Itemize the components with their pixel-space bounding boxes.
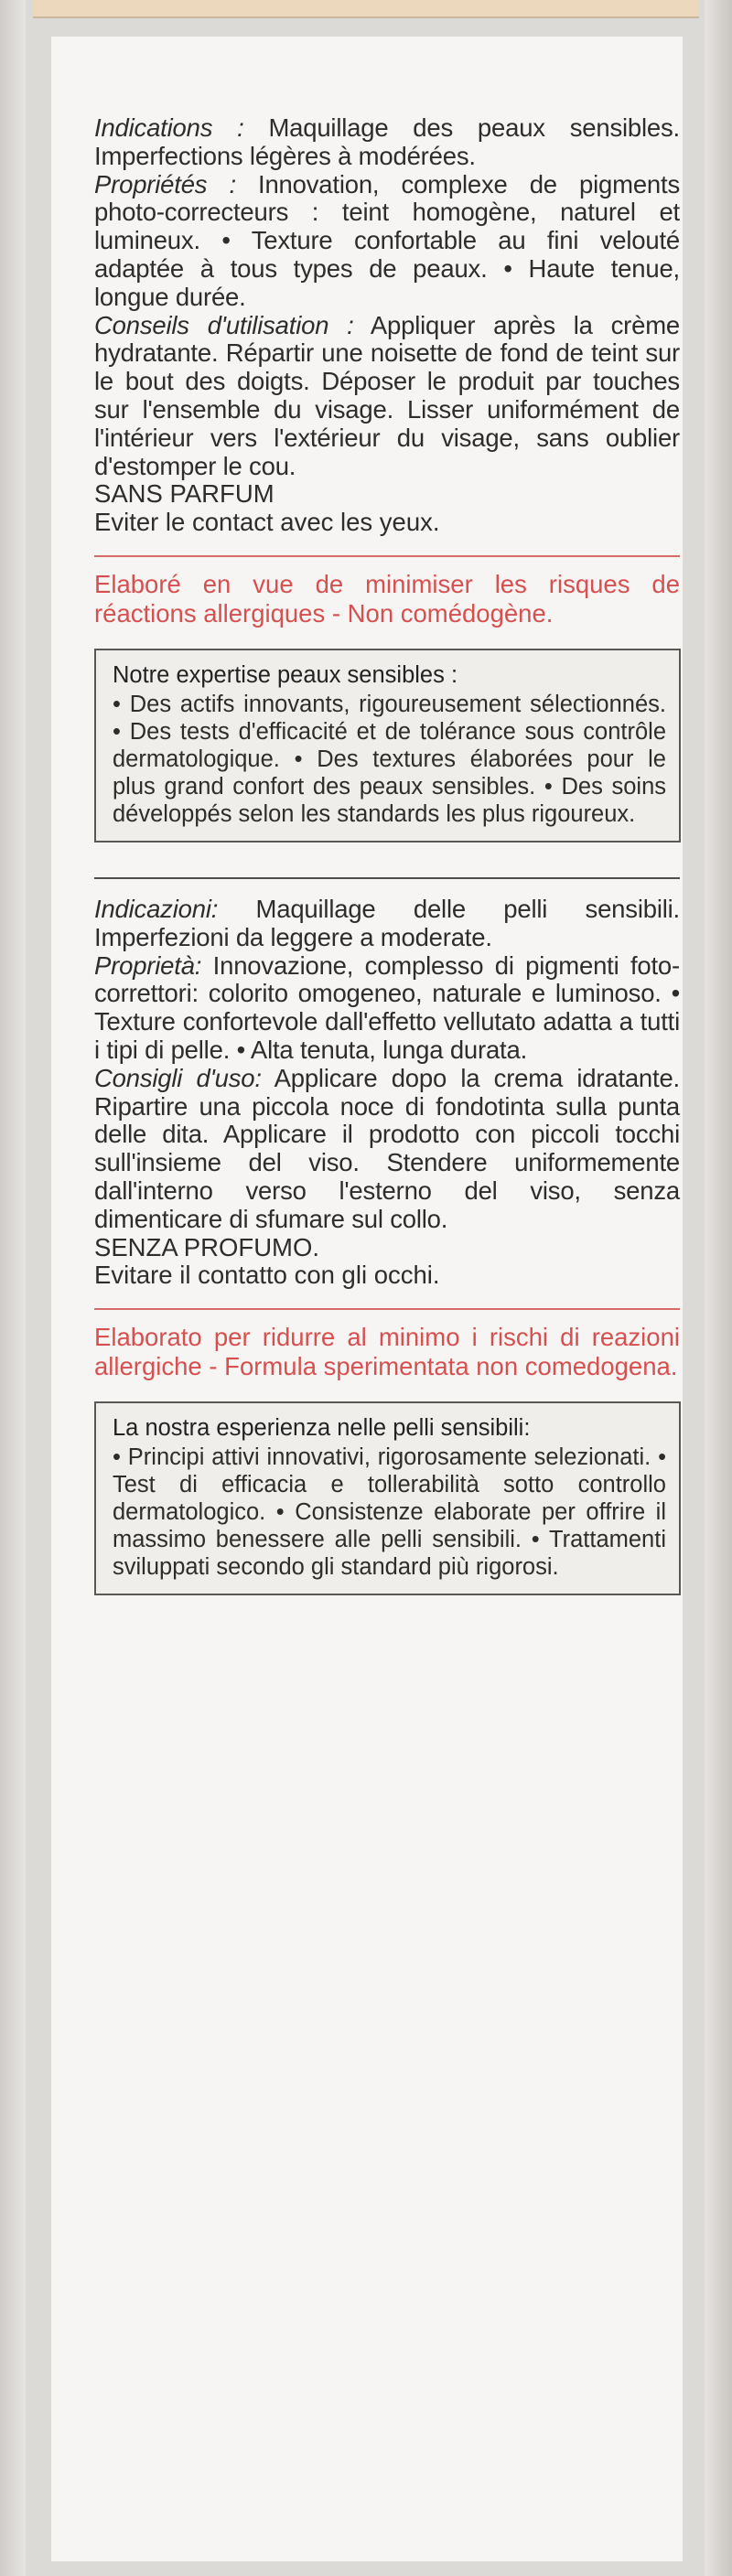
it-indicazioni-label: Indicazioni: [94, 894, 219, 923]
fr-expertise-title: Notre expertise peaux sensibles : [113, 661, 458, 688]
it-expertise-box [94, 1401, 681, 1595]
it-red-rule [94, 1308, 680, 1310]
it-consigli-text: Applicare dopo la crema idratante. Ripartire una piccola noce di fondotinta sulla punta delle dita. Applicare il prodotto con piccoli tocchi sull'insieme del viso. Stendere uniformemente dall'interno verso l'esterno del viso, senza dimenticare di sfumare sul collo. [94, 1063, 680, 1233]
it-expertise-text: • Principi attivi innovativi, rigorosamente selezionati. • Test di efficacia e tollerabilità sotto controllo dermatologico. • Consistenze elaborate per offrire il massimo benessere alle pelli sensibili. • Trattamenti sviluppati secondo gli standard più rigorosi. [113, 1444, 666, 1581]
fr-conseils [94, 312, 680, 481]
fr-eviter: Eviter le contact avec les yeux. [94, 508, 440, 537]
box-left-edge [0, 0, 26, 2576]
it-consigli [94, 1065, 680, 1234]
fr-expertise-text: • Des actifs innovants, rigoureusement sélectionnés. • Des tests d'efficacité et de tolérance sous contrôle dermatologique. • Des textures élaborées pour le plus grand confort des peaux sensibles. • Des soins développés selon les standards les plus rigoureux. [113, 691, 666, 827]
fr-proprietes-text: Innovation, complexe de pigments photo-correcteurs : teint homogène, naturel et lumineux. • Texture confortable au fini velouté adaptée à tous types de peaux. • Haute tenue, longue durée. [94, 169, 681, 311]
it-senza-profumo: SENZA PROFUMO. [94, 1232, 319, 1261]
fr-conseils-label: Conseils d'utilisation : [94, 310, 354, 339]
it-proprieta-text: Innovazione, complesso di pigmenti foto-correttori: colorito omogeneo, naturale e luminoso. • Texture confortevole dall'effetto vellutato adatta a tutti i tipi di pelle. • Alta tenuta, lunga durata. [94, 950, 680, 1064]
fr-indications-text: Maquillage des peaux sensibles. Imperfections légères à modérées. [94, 113, 680, 170]
it-proprieta [94, 952, 680, 1065]
it-allergy-note: Elaborato per ridurre al minimo i rischi di reazioni allergiche - Formula sperimentata non comedogena. [94, 1323, 680, 1381]
fr-indications-label: Indications : [94, 113, 244, 142]
it-indicazioni-text: Maquillage delle pelli sensibili. Imperfezioni da leggere a moderate. [94, 894, 680, 951]
it-evitare: Evitare il contatto con gli occhi. [94, 1261, 440, 1290]
fr-sans-parfum: SANS PARFUM [94, 479, 274, 509]
it-proprieta-label: Proprietà: [94, 950, 202, 980]
it-indicazioni [94, 896, 680, 952]
fr-indications [94, 114, 680, 171]
box-right-edge [705, 0, 732, 2576]
language-separator [94, 877, 680, 879]
it-expertise-title: La nostra esperienza nelle pelli sensibili: [113, 1415, 531, 1442]
packaging-panel [51, 37, 683, 2561]
fr-red-rule [94, 555, 680, 557]
fr-proprietes [94, 171, 680, 312]
fr-conseils-text: Appliquer après la crème hydratante. Répartir une noisette de fond de teint sur le bout des doigts. Déposer le produit par touches sur l'ensemble du visage. Lisser uniformément de l'intérieur vers l'extérieur du visage, sans oublier d'estomper le cou. [94, 310, 680, 480]
fr-allergy-note: Elaboré en vue de minimiser les risques de réactions allergiques - Non comédogène. [94, 569, 680, 628]
italian-section [94, 896, 680, 1595]
fr-expertise-box [94, 649, 681, 843]
fr-proprietes-label: Propriétés : [94, 169, 236, 199]
box-top-flap [33, 0, 699, 18]
french-section [94, 114, 680, 843]
it-consigli-label: Consigli d'uso: [94, 1063, 262, 1092]
label-content [94, 114, 680, 1595]
